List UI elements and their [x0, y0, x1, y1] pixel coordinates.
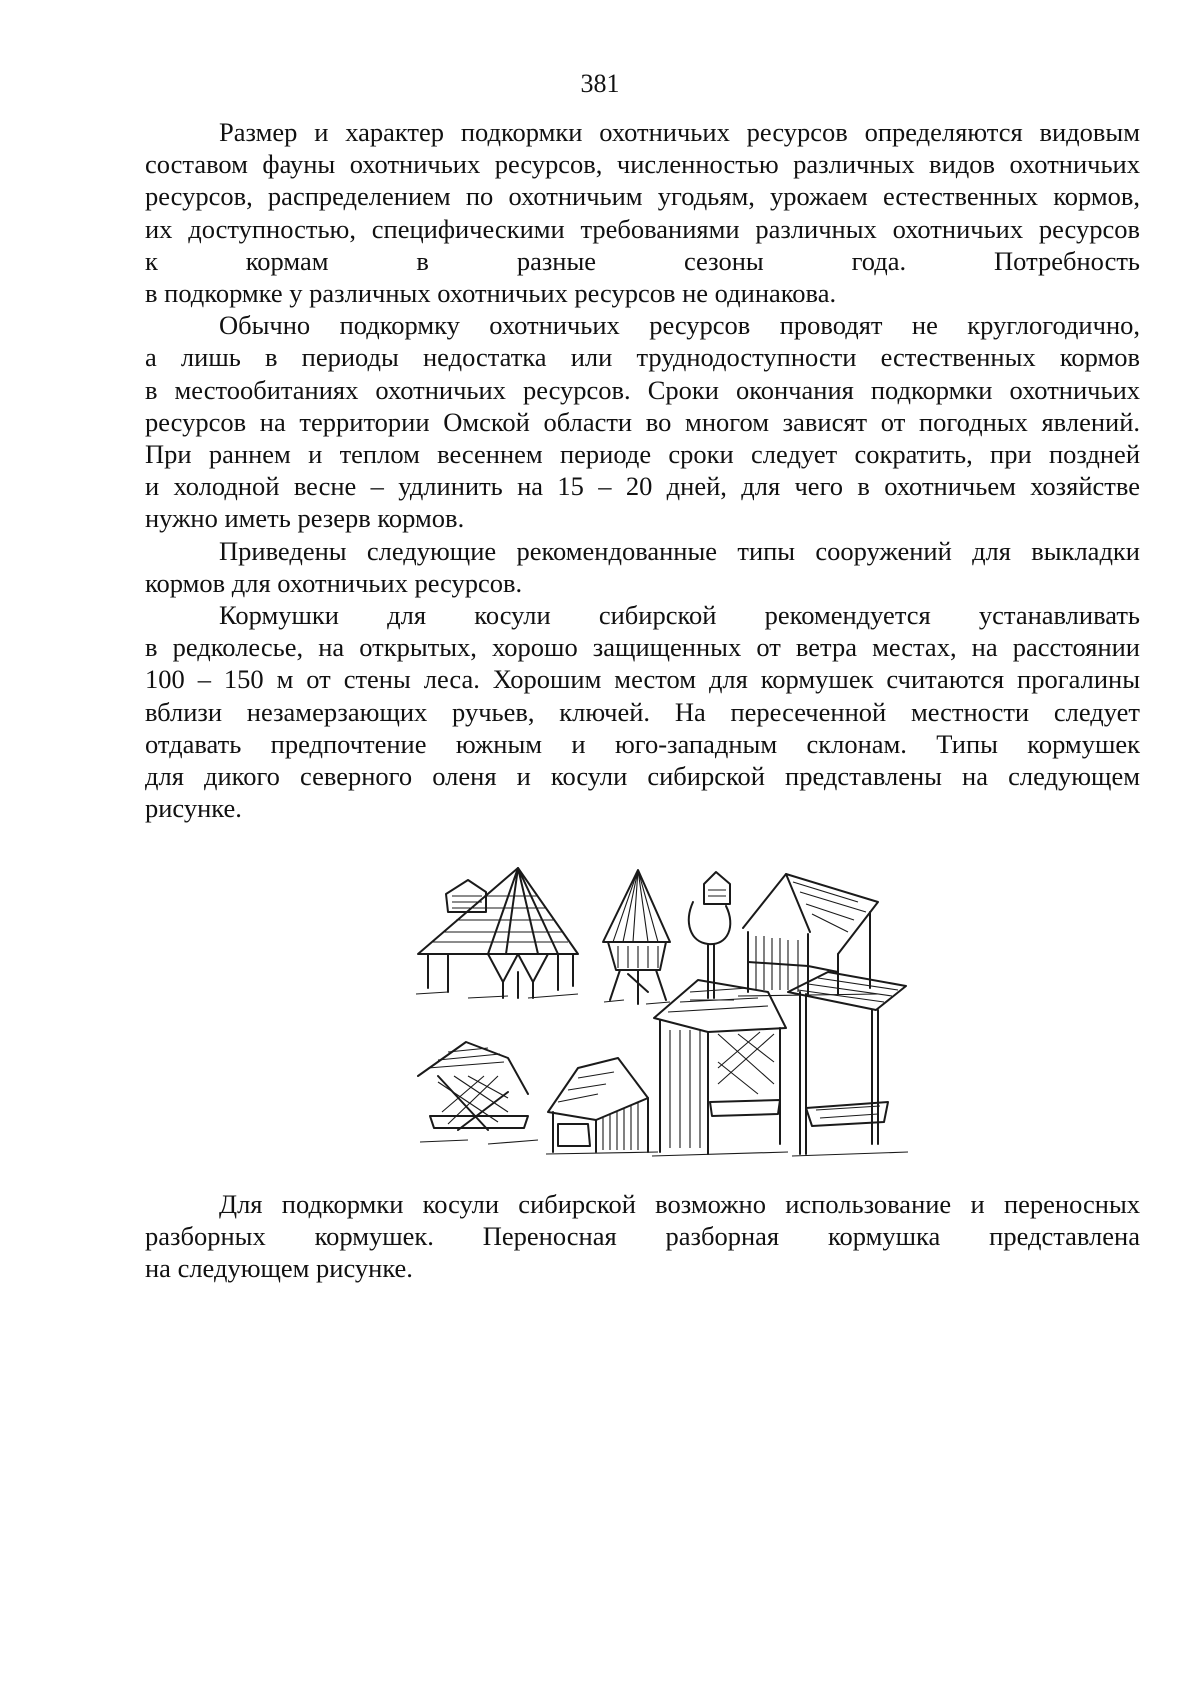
paragraph: [145, 309, 1140, 534]
text-line: 100 – 150 м от стены леса. Хорошим местом для кормушек считаются прогалины: [145, 664, 1140, 695]
text-line: ресурсов, распределением по охотничьим угодьям, урожаем естественных кормов,: [145, 181, 1140, 212]
text-line: вблизи незамерзающих ручьев, ключей. На пересеченной местности следует: [145, 696, 1140, 727]
text-line: Обычно подкормку охотничьих ресурсов проводят не круглогодично,: [219, 310, 1140, 341]
body-text: [145, 116, 1140, 824]
feeder-covered-rack-drawing: [652, 980, 788, 1156]
feeder-small-house-drawing: [546, 1058, 658, 1154]
text-line: а лишь в периоды недостатка или труднодоступности естественных кормов: [145, 342, 1140, 373]
text-line: для дикого северного оленя и косули сибирской представлены на следующем: [145, 761, 1140, 792]
text-line: составом фауны охотничьих ресурсов, численностью различных видов охотничьих: [145, 149, 1140, 180]
text-line: и холодной весне – удлинить на 15 – 20 дней, для чего в охотничьем хозяйстве: [145, 471, 1140, 502]
text-line: кормов для охотничьих ресурсов.: [145, 567, 523, 598]
text-line: рисунке.: [145, 793, 242, 824]
text-line: к кормам в разные сезоны года. Потребность: [145, 245, 1140, 276]
text-line: Приведены следующие рекомендованные типы сооружений для выкладки: [219, 535, 1140, 566]
text-line: ресурсов на территории Омской области во многом зависят от погодных явлений.: [145, 406, 1140, 437]
feeder-roofed-trough-drawing: [788, 972, 908, 1156]
paragraph: [145, 116, 1140, 309]
feeder-conical-rack-drawing: [603, 870, 670, 1004]
feeders-illustration: [408, 862, 968, 1162]
closing-text: [145, 1188, 1140, 1285]
text-line: разборных кормушек. Переносная разборная кормушка представлена: [145, 1221, 1140, 1252]
paragraph: [145, 599, 1140, 824]
feeder-a-frame-drawing: [418, 1042, 538, 1144]
text-line: При раннем и теплом весеннем периоде сроки следует сократить, при поздней: [145, 439, 1140, 470]
text-line: в редколесье, на открытых, хорошо защищенных от ветра местах, на расстоянии: [145, 632, 1140, 663]
text-line: их доступностью, специфическими требованиями различных охотничьих ресурсов: [145, 213, 1140, 244]
text-line: отдавать предпочтение южным и юго-западным склонам. Типы кормушек: [145, 728, 1140, 759]
paragraph: [145, 1188, 1140, 1285]
text-line: в местообитаниях охотничьих ресурсов. Сроки окончания подкормки охотничьих: [145, 374, 1140, 405]
text-line: на следующем рисунке.: [145, 1253, 413, 1284]
paragraph: [145, 535, 1140, 599]
page-number: 381: [580, 69, 620, 98]
text-line: в подкормке у различных охотничьих ресурсов не одинакова.: [145, 278, 837, 309]
text-line: Размер и характер подкормки охотничьих ресурсов определяются видовым: [219, 117, 1140, 147]
text-line: Кормушки для косули сибирской рекомендуется устанавливать: [219, 600, 1140, 631]
feeder-pavilion-drawing: [416, 868, 578, 998]
text-line: Для подкормки косули сибирской возможно использование и переносных: [219, 1189, 1140, 1219]
text-line: нужно иметь резерв кормов.: [145, 503, 465, 534]
